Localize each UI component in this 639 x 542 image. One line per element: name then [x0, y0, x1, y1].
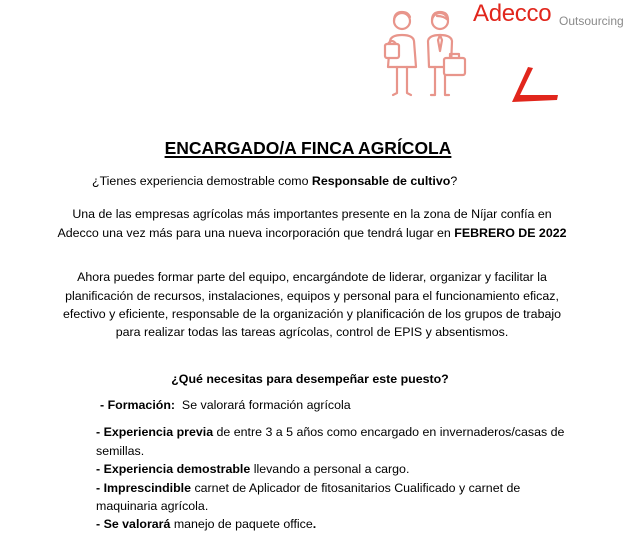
- intro-question-text: ¿Tienes experiencia demostrable como: [92, 174, 312, 188]
- company-paragraph-line-2: [0, 224, 624, 242]
- role-paragraph-line: efectivo y eficiente, responsable de la organización y planificación de los grupos de trabajo: [63, 307, 561, 321]
- requirement-label: - Se valorará: [96, 517, 171, 531]
- angle-mark-shape: [512, 67, 558, 102]
- adecco-angle-mark-icon: [505, 62, 565, 108]
- company-paragraph-line-1: Una de las empresas agrícolas más importantes presente en la zona de Níjar confía en: [72, 207, 552, 221]
- requirement-item-se-valorara: [96, 515, 316, 533]
- briefcase-icon: [444, 58, 465, 75]
- start-date-highlight: FEBRERO DE 2022: [454, 226, 567, 240]
- company-paragraph-text: Adecco una vez más para una nueva incorporación que tendrá lugar en: [57, 226, 455, 240]
- role-paragraph-line: para realizar todas las tareas agrícolas, control de EPIS y absentismos.: [115, 325, 509, 339]
- intro-question-mark: ?: [450, 174, 458, 188]
- requirement-ending: .: [312, 517, 317, 531]
- requirement-text: de entre 3 a 5 años como encargado en invernaderos/casas de: [213, 425, 565, 439]
- requirement-label: - Formación:: [100, 398, 176, 412]
- outsourcing-label: Outsourcing: [559, 14, 624, 28]
- requirement-continuation: semillas.: [96, 444, 145, 458]
- job-title: ENCARGADO/A FINCA AGRÍCOLA: [164, 138, 452, 158]
- requirement-text: carnet de Aplicador de fitosanitarios Cualificado y carnet de: [191, 481, 521, 495]
- requirement-item-experiencia-demostrable: [96, 460, 409, 478]
- man-tie: [438, 35, 442, 51]
- requirement-item-experiencia-previa: [96, 423, 564, 441]
- role-paragraph-line: planificación de recursos, instalaciones, equipos y personal para el funcionamiento eficaz,: [65, 289, 559, 303]
- woman-bag: [385, 44, 399, 58]
- requirement-label: - Imprescindible: [96, 481, 192, 495]
- requirement-label: - Experiencia previa: [96, 425, 214, 439]
- adecco-logo-text: Adecco: [473, 0, 552, 27]
- intro-question-highlight: Responsable de cultivo: [311, 174, 451, 188]
- requirement-text: Se valorará formación agrícola: [175, 398, 351, 412]
- requirement-text: manejo de paquete office: [170, 517, 313, 531]
- woman-legs: [393, 67, 411, 95]
- woman-figure-icon: [385, 12, 416, 95]
- people-icon: [375, 4, 475, 104]
- requirements-heading: ¿Qué necesitas para desempeñar este puesto?: [171, 372, 449, 386]
- role-paragraph-line: Ahora puedes formar parte del equipo, encargándote de liderar, organizar y facilitar la: [77, 270, 547, 284]
- requirement-text: llevando a personal a cargo.: [250, 462, 410, 476]
- requirement-continuation: maquinaria agrícola.: [96, 499, 209, 513]
- requirement-label: - Experiencia demostrable: [96, 462, 251, 476]
- man-figure-icon: [428, 12, 465, 95]
- requirement-item-formacion: [100, 396, 351, 414]
- requirement-item-imprescindible: [96, 479, 520, 497]
- intro-question: [92, 172, 457, 190]
